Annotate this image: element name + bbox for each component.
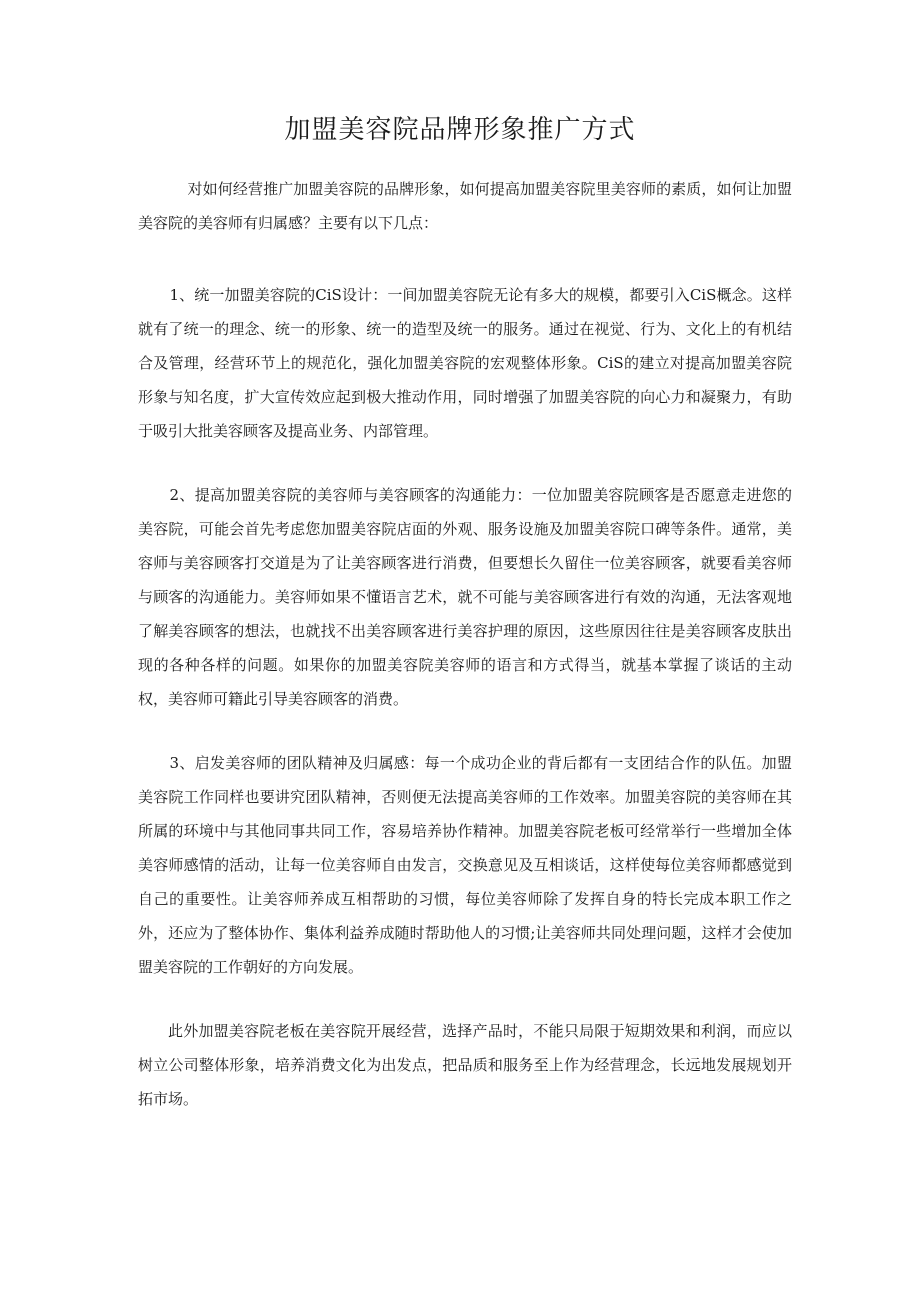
point-3-paragraph: 3、启发美容师的团队精神及归属感：每一个成功企业的背后都有一支团结合作的队伍。加盟美容院工作同样也要讲究团队精神，否则便无法提高美容师的工作效率。加盟美容院的美容师在其所属的环境中与其他同事共同工作，容易培养协作精神。加盟美容院老板可经常举行一些增加全体美容师感情的活动，让每一位美容师自由发言，交换意见及互相谈话，这样使每位美容师都感觉到自己的重要性。让美容师养成互相帮助的习惯，每位美容师除了发挥自身的特长完成本职工作之外，还应为了整体协作、集体利益养成随时帮助他人的习惯;让美容师共同处理问题，这样才会使加盟美容院的工作朝好的方向发展。 [138, 754, 792, 976]
intro-paragraph: 对如何经营推广加盟美容院的品牌形象，如何提高加盟美容院里美容师的素质，如何让加盟美容院的美容师有归属感？主要有以下几点： [138, 180, 792, 232]
point-2-paragraph: 2、提高加盟美容院的美容师与美容顾客的沟通能力：一位加盟美容院顾客是否愿意走进您的美容院，可能会首先考虑您加盟美容院店面的外观、服务设施及加盟美容院口碑等条件。通常，美容师与美容顾客打交道是为了让美容顾客进行消费，但要想长久留住一位美容顾客，就要看美容师与顾客的沟通能力。美容师如果不懂语言艺术，就不可能与美容顾客进行有效的沟通，无法客观地了解美容顾客的想法，也就找不出美容顾客进行美容护理的原因，这些原因往往是美容顾客皮肤出现的各种各样的问题。如果你的加盟美容院美容师的语言和方式得当，就基本掌握了谈话的主动权，美容师可籍此引导美容顾客的消费。 [138, 486, 792, 708]
document-body [138, 172, 792, 1146]
closing-paragraph: 此外加盟美容院老板在美容院开展经营，选择产品时，不能只局限于短期效果和利润，而应以树立公司整体形象，培养消费文化为出发点，把品质和服务至上作为经营理念，长远地发展规划开拓市场。 [138, 1022, 792, 1108]
page-title: 加盟美容院品牌形象推广方式 [284, 115, 636, 145]
point-1-paragraph: 1、统一加盟美容院的CiS设计：一间加盟美容院无论有多大的规模，都要引入CiS概念。这样就有了统一的理念、统一的形象、统一的造型及统一的服务。通过在视觉、行为、文化上的有机结合及管理，经营环节上的规范化，强化加盟美容院的宏观整体形象。CiS的建立对提高加盟美容院形象与知名度，扩大宣传效应起到极大推动作用，同时增强了加盟美容院的向心力和凝聚力，有助于吸引大批美容顾客及提高业务、内部管理。 [138, 286, 792, 440]
